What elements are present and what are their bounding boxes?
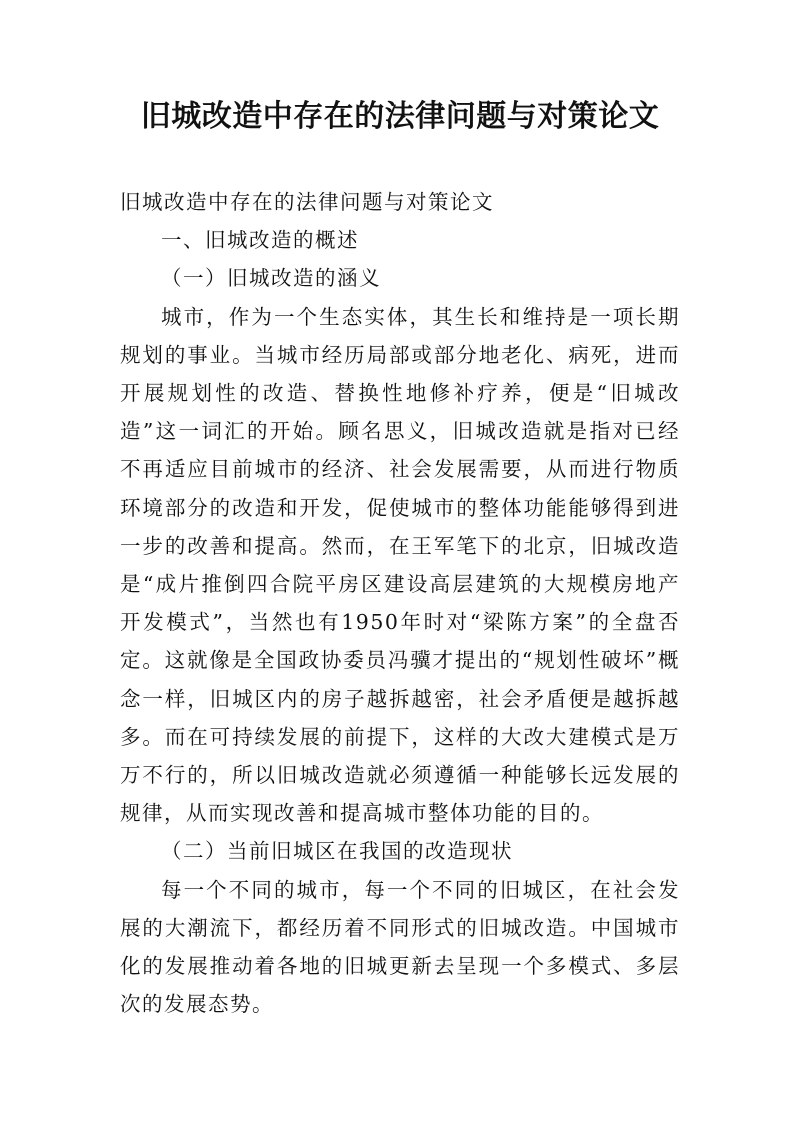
body-paragraph: 城市，作为一个生态实体，其生长和维持是一项长期规划的事业。当城市经历局部或部分地老化、病死，进而开展规划性的改造、替换性地修补疗养，便是“旧城改造”这一词汇的开始。顾名思义，旧城改造就是指对已经不再适应目前城市的经济、社会发展需要，从而进行物质环境部分的改造和开发，促使城市的整体功能能够得到进一步的改善和提高。然而，在王军笔下的北京，旧城改造是“成片推倒四合院平房区建设高层建筑的大规模房地产开发模式”，当然也有1950年时对“梁陈方案”的全盘否定。这就像是全国政协委员冯骥才提出的“规划性破坏”概念一样，旧城区内的房子越拆越密，社会矛盾便是越拆越多。而在可持续发展的前提下，这样的大改大建模式是万万不行的，所以旧城改造就必须遵循一种能够长远发展的规律，从而实现改善和提高城市整体功能的目的。 — [120, 304, 680, 826]
subsection-heading: （二）当前旧城区在我国的改造现状 — [161, 839, 513, 864]
subsection-heading: （一）旧城改造的涵义 — [161, 266, 381, 291]
document-title: 旧城改造中存在的法律问题与对策论文 — [140, 99, 660, 134]
section-heading: 一、旧城改造的概述 — [161, 228, 359, 253]
subtitle-line: 旧城改造中存在的法律问题与对策论文 — [120, 190, 494, 214]
document-body — [120, 183, 680, 1023]
body-paragraph: 每一个不同的城市，每一个不同的旧城区，在社会发展的大潮流下，都经历着不同形式的旧城改造。中国城市化的发展推动着各地的旧城更新去呈现一个多模式、多层次的发展态势。 — [120, 877, 680, 1017]
